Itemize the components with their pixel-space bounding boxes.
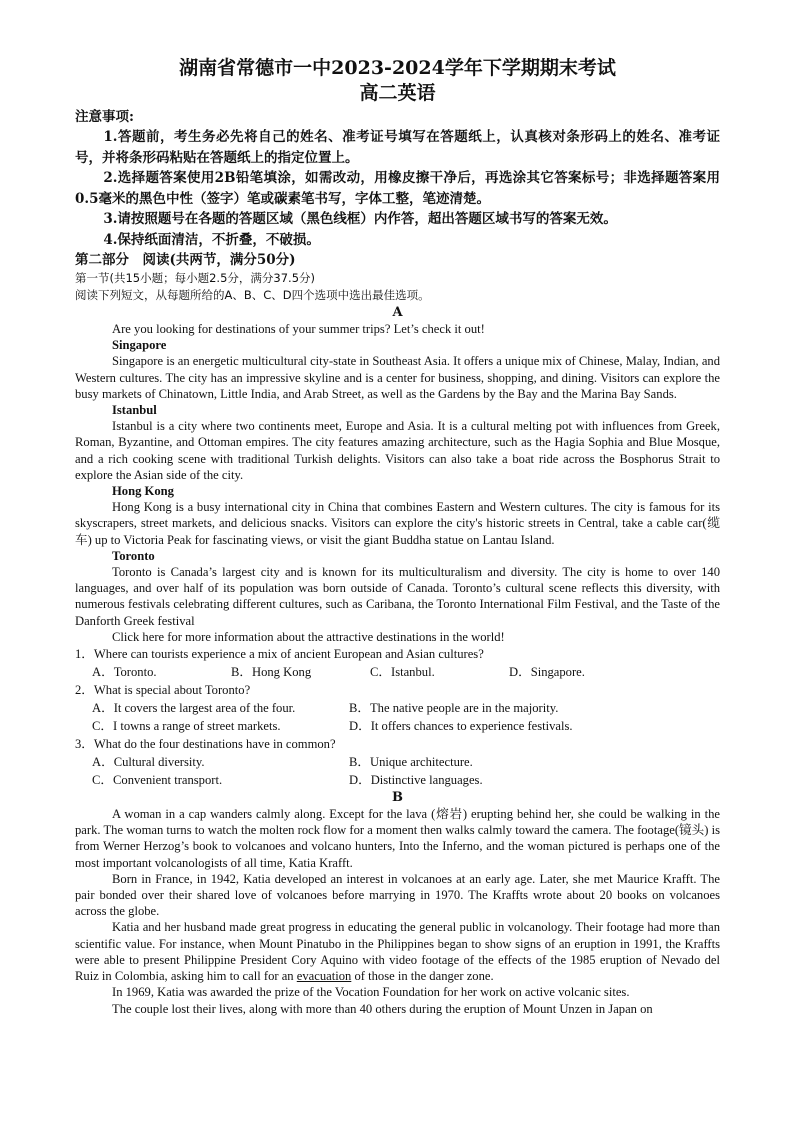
passage-b-paragraph: The couple lost their lives, along with more than 40 others during the eruption of Mount Unzen in Japan on bbox=[112, 1001, 653, 1016]
city-paragraph: Istanbul is a city where two continents meet, Europe and Asia. It is a cultural melting pot with influences from Greek, Roman, Byzantine, and Ottoman empires. The city features amazing architecture, such as the Hagia Sophia and Blue Mosque, and a rich cooking scene with traditional Turkish delights. Visitors can also take a boat ride across the Bosphorus Strait to explore the Asian side of the city. bbox=[75, 419, 720, 482]
paragraph-text: Katia and her husband made great progress in educating the general public in volcanology. Their footage had more than scientific value. For instance, when Mount Pinatubo in the Philippines began to show signs of an eruption in 1991, the Kraffts were able to present Philippine President Cory Aquino with video footage of the effects of the 1985 eruption of Nevado del Ruiz in Colombia, asking him to call for an bbox=[75, 920, 720, 984]
passage-a-intro: Are you looking for destinations of your summer trips? Let’s check it out! bbox=[112, 322, 485, 336]
passage-b-paragraph: Born in France, in 1942, Katia developed an interest in volcanoes at an early age. Later, she met Maurice Krafft. The pair bonded over their shared love of volcanoes before marrying in 1970. The Kraffts wrote about 20 books on volcanoes across the globe. bbox=[75, 871, 720, 919]
option-a: A．It covers the largest area of the four. bbox=[92, 701, 296, 716]
notice-item: 1.答题前，考生务必先将自己的姓名、准考证号填写在答题纸上，认真核对条形码上的姓名、准考证号，并将条形码粘贴在答题纸上的指定位置上。 bbox=[75, 129, 720, 166]
option-a: A．Cultural diversity. bbox=[92, 755, 205, 770]
passage-b-paragraph: In 1969, Katia was awarded the prize of the Vocation Foundation for her work on active volcanic sites. bbox=[112, 985, 630, 1000]
underlined-word: evacuation bbox=[296, 969, 352, 984]
notice-item: 2.选择题答案使用2B铅笔填涂，如需改动，用橡皮擦干净后，再选涂其它答案标号；非选择题答案用0.5毫米的黑色中性（签字）笔或碳素笔书写，字体工整，笔迹清楚。 bbox=[75, 170, 720, 207]
notice-section bbox=[75, 108, 720, 250]
notice-title: 注意事项: bbox=[75, 109, 134, 125]
question-stem: 2．What is special about Toronto? bbox=[75, 683, 251, 698]
exam-title: 湖南省常德市一中2023-2024学年下学期期末考试 bbox=[179, 57, 616, 79]
part-title: 第二部分 阅读(共两节，满分50分) bbox=[75, 252, 296, 268]
question-options bbox=[75, 753, 720, 771]
section-instruction: 阅读下列短文，从每题所给的A、B、C、D四个选项中选出最佳选项。 bbox=[75, 288, 430, 302]
question-options bbox=[75, 717, 720, 735]
section-title: 第一节(共15小题；每小题2.5分，满分37.5分) bbox=[75, 271, 315, 285]
question-options bbox=[75, 771, 720, 789]
option-b: B．Hong Kong bbox=[231, 665, 312, 680]
option-a: A．Toronto. bbox=[92, 665, 157, 680]
question-stem: 1．Where can tourists experience a mix of ancient European and Asian cultures? bbox=[75, 647, 484, 662]
option-d: D．Singapore. bbox=[509, 665, 585, 680]
option-c: C．Convenient transport. bbox=[92, 773, 223, 788]
passage-b-paragraph: A woman in a cap wanders calmly along. Except for the lava (熔岩) erupting behind her, she could be walking in the park. The woman turns to watch the molten rock flow for a moment then walks calmly toward the camera. The footage(镜头) is from Werner Herzog’s book to volcanoes and volcano hunters, Into the Inferno, and the woman pictured is perhaps one of the most important volcanologists of all time, Katia Krafft. bbox=[75, 807, 720, 870]
question-options bbox=[75, 663, 720, 681]
exam-subtitle: 高二英语 bbox=[359, 82, 436, 104]
paragraph-text: of those in the danger zone. bbox=[351, 969, 494, 984]
option-c: C．Istanbul. bbox=[370, 665, 435, 680]
option-b: B．The native people are in the majority. bbox=[349, 701, 559, 716]
passage-a-label: A bbox=[392, 305, 403, 320]
option-d: D．It offers chances to experience festivals. bbox=[349, 719, 573, 734]
option-c: C．I towns a range of street markets. bbox=[92, 719, 281, 734]
city-heading: Istanbul bbox=[112, 403, 157, 418]
notice-item: 4.保持纸面清洁，不折叠，不破损。 bbox=[103, 231, 320, 248]
question-options bbox=[75, 699, 720, 717]
notice-item: 3.请按照题号在各题的答题区域（黑色线框）内作答，超出答题区域书写的答案无效。 bbox=[103, 211, 617, 227]
city-heading: Singapore bbox=[112, 338, 167, 353]
city-paragraph: Hong Kong is a busy international city in China that combines Eastern and Western cultures. The city is famous for its skyscrapers, street markets, and delicious snacks. Visitors can explore the city's historic streets in Central, take a cable car(缆车) up to Victoria Peak for fascinating views, or visit the giant Buddha statue on Lantau Island. bbox=[75, 500, 720, 547]
city-paragraph: Toronto is Canada’s largest city and is known for its multiculturalism and diversity. The city is home to over 140 languages, and over half of its population was born outside of Canada. Toronto’s cultural scene reflects this diversity, with numerous festivals celebrating different cultures, such as Caribana, the Toronto International Film Festival, and the Taste of the Danforth Greek festival bbox=[75, 565, 720, 628]
city-heading: Hong Kong bbox=[112, 484, 174, 499]
option-d: D．Distinctive languages. bbox=[349, 773, 483, 788]
city-paragraph: Singapore is an energetic multicultural city-state in Southeast Asia. It offers a unique mix of Chinese, Malay, Indian, and Western cultures. The city has an impressive skyline and is a center for business, shopping, and dining. Visitors can explore the busy markets of Chinatown, Little India, and Arab Street, as well as the Gardens by the Bay and the Marina Bay Sands. bbox=[75, 354, 720, 401]
passage-a-outro: Click here for more information about the attractive destinations in the world! bbox=[112, 629, 505, 644]
passage-b-label: B bbox=[392, 790, 403, 806]
exam-page bbox=[75, 56, 720, 1017]
question-stem: 3．What do the four destinations have in common? bbox=[75, 737, 336, 752]
city-heading: Toronto bbox=[112, 548, 155, 563]
passage-b-paragraph bbox=[75, 919, 720, 984]
option-b: B．Unique architecture. bbox=[349, 755, 473, 770]
